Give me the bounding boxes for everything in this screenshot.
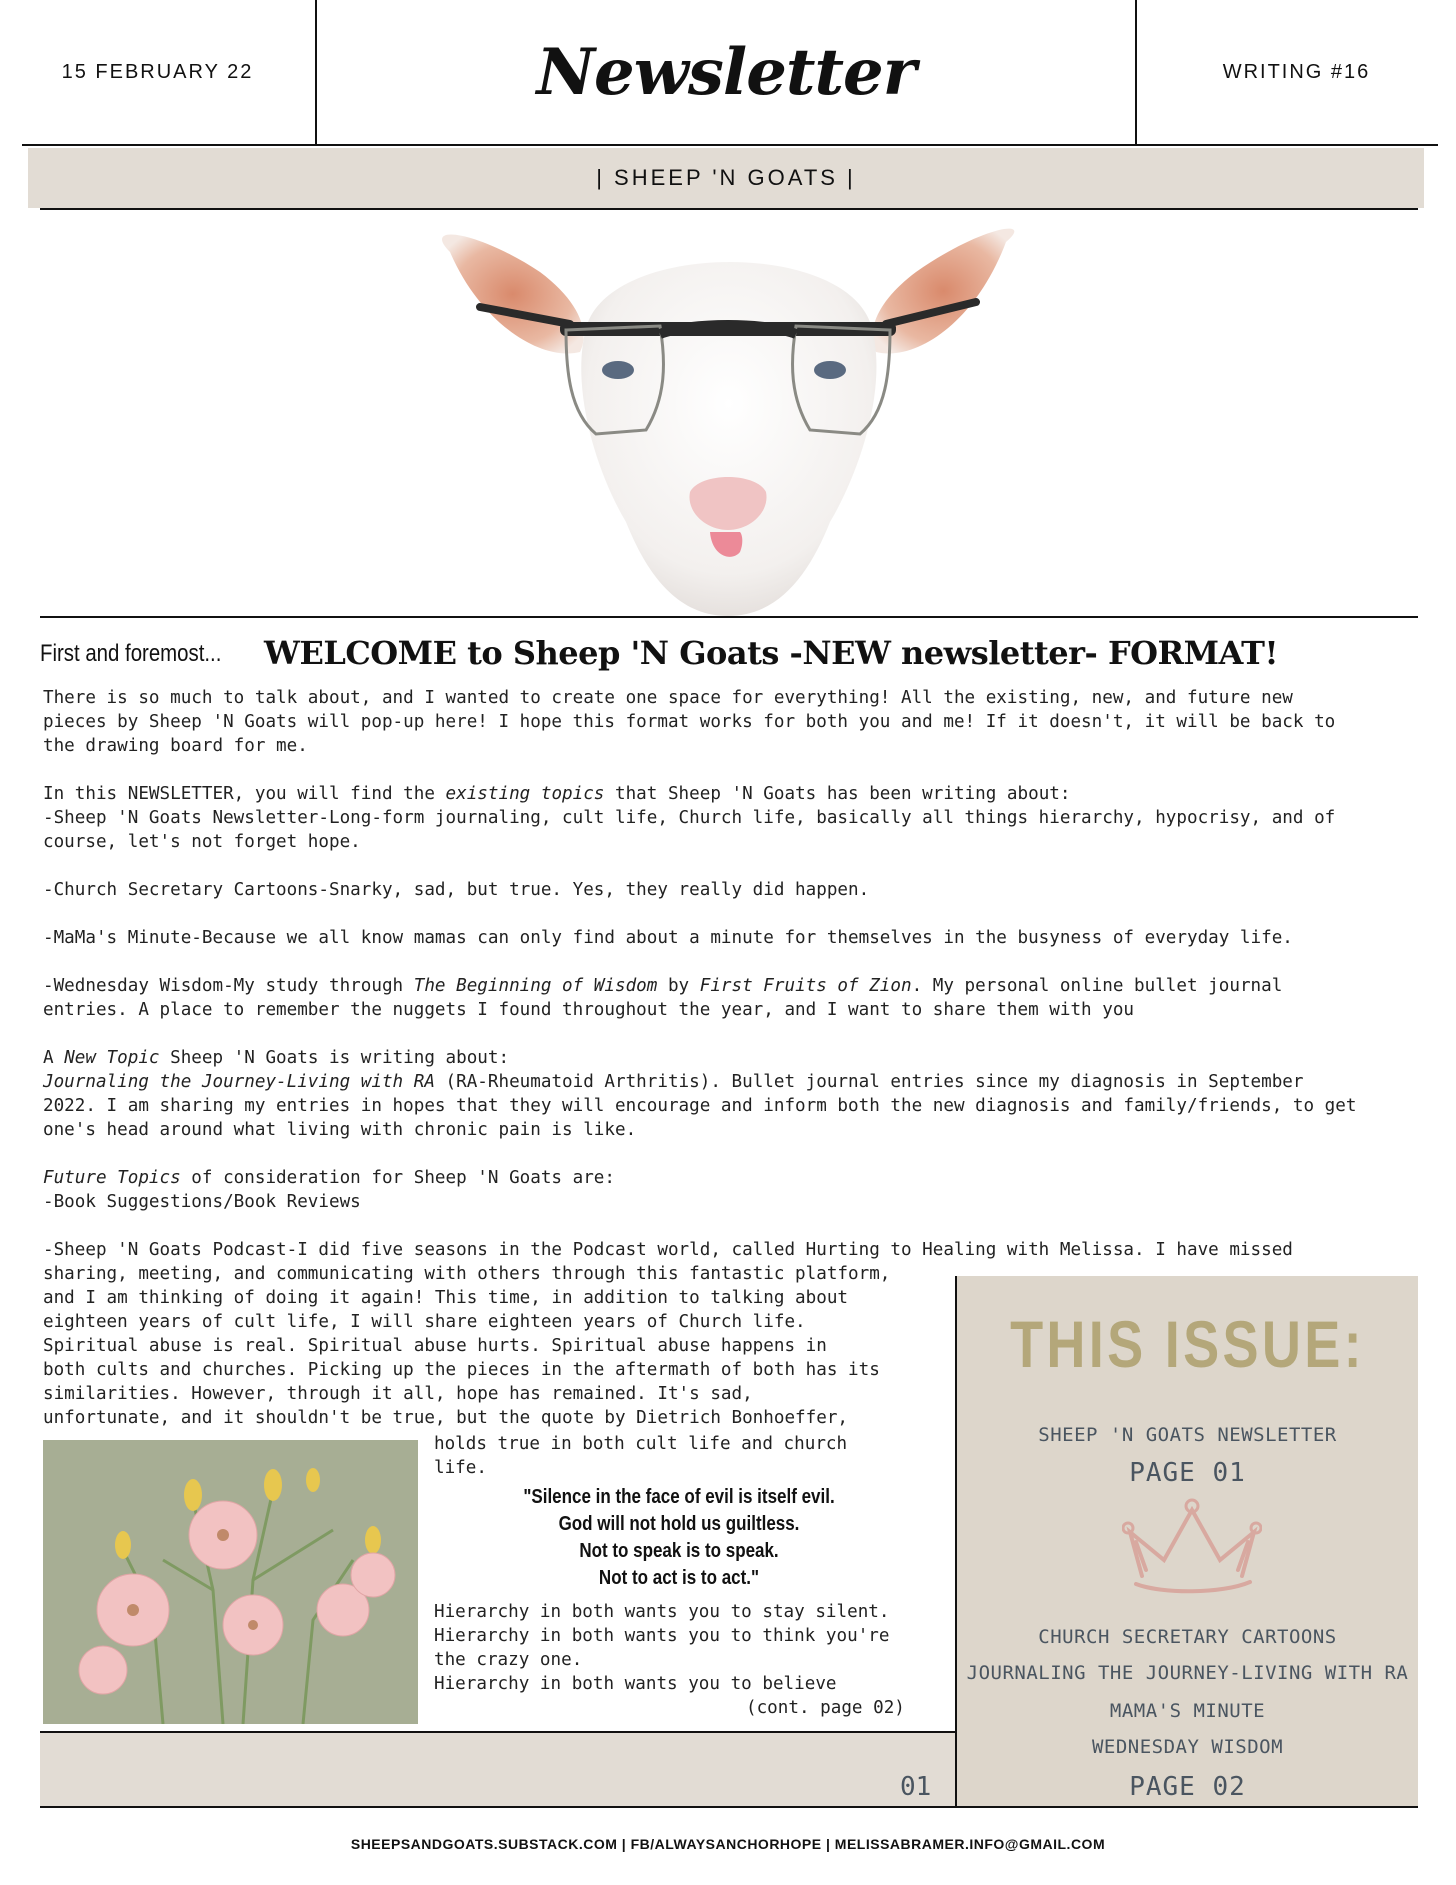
band-label: | SHEEP 'N GOATS | [596,165,856,190]
podcast-paragraph: sharing, meeting, and communicating with others through this fantastic platform, and I am thinking of doing it again! This time, in addition to talking about eighteen years of cult life, I will share eighteen years of Church life. Spiritual abuse is real. Spiritual abuse hurts. Spiritual abuse happens in both cults and churches. Picking up the pieces in the aftermath of both has its similarities. However, through it all, hope has remained. It's sad, unfortunate, and it shouldn't be true, but the quote by Dietrich Bonhoeffer, [43,1264,891,1428]
contact-footer[interactable]: SHEEPSANDGOATS.SUBSTACK.COM | FB/ALWAYSANCHORHOPE | MELISSABRAMER.INFO@GMAIL.COM [350,1836,1106,1852]
hierarchy-paragraph: Hierarchy in both wants you to stay silent. Hierarchy in both wants you to think you're the crazy one. Hierarchy in both wants you to believe [434,1602,890,1694]
goat-with-glasses-image [360,212,1096,616]
future-topics-paragraph: Future Topics of consideration for Sheep 'N Goats are: -Book Suggestions/Book Reviews [43,1168,615,1212]
intro-paragraph: There is so much to talk about, and I wanted to create one space for everything! All the existing, new, and future new pieces by Sheep 'N Goats will pop-up here! I hope this format works for both you and me! If it doesn't, it will be back to the drawing board for me. [43,688,1336,756]
church-secretary-paragraph: -Church Secretary Cartoons-Snarky, sad, but true. Yes, they really did happen. [43,880,870,900]
continued-note: (cont. page 02) [746,1698,905,1718]
issue-date [0,0,315,144]
issue-number [1137,0,1456,144]
issue-text: WRITING #16 [1222,60,1371,83]
welcome-headline: WELCOME to Sheep 'N Goats -NEW newsletter- FORMAT! [264,634,1278,672]
lead-in-text: First and foremost... [40,640,222,667]
existing-topics-paragraph: In this NEWSLETTER, you will find the existing topics that Sheep 'N Goats has been writing about: -Sheep 'N Goats Newsletter-Long-form journaling, cult life, Church life, basically all things hierarchy, hypocrisy, and of course, let's not forget hope. [43,784,1336,852]
wednesday-wisdom-paragraph: -Wednesday Wisdom-My study through The Beginning of Wisdom by First Fruits of Zion. My personal online bullet journal entries. A place to remember the nuggets I found throughout the year, and I want to share them with you [43,976,1283,1020]
newsletter-title [317,0,1135,144]
sidebar-title: THIS ISSUE: [1010,1307,1365,1381]
toc-item-newsletter[interactable]: SHEEP 'N GOATS NEWSLETTER [1038,1424,1337,1446]
hero-rule [40,616,1418,618]
podcast-paragraph-line1: -Sheep 'N Goats Podcast-I did five seasons in the Podcast world, called Hurting to Healing with Melissa. I have missed [43,1240,1293,1260]
bottom-rule [40,1806,1418,1808]
title-text: Newsletter [536,34,916,110]
toc-item-mamas-minute[interactable]: MAMA'S MINUTE [1109,1700,1266,1722]
page-footer-band [40,1733,955,1807]
toc-item-church-secretary[interactable]: CHURCH SECRETARY CARTOONS [1038,1626,1337,1648]
date-text: 15 FEBRUARY 22 [61,60,254,83]
sidebar-divider [955,1276,957,1806]
new-topic-paragraph: A New Topic Sheep 'N Goats is writing about: Journaling the Journey-Living with RA (RA-Rheumatoid Arthritis). Bullet journal entries since my diagnosis in September 2022. I am sharing my entries in hopes that they will encourage and inform both the new diagnosis and family/friends, to get one's head around what living with chronic pain is like. [43,1048,1357,1140]
section-band [28,148,1424,208]
bonhoeffer-quote: "Silence in the face of evil is itself evil. God will not hold us guiltless. Not to speak is to speak. Not to act is to act." [523,1486,835,1589]
page-number: 01 [900,1772,932,1802]
toc-page-02: PAGE 02 [1129,1772,1246,1802]
header-rule [22,144,1438,146]
band-rule [40,208,1418,210]
crown-icon [1122,1498,1262,1602]
toc-item-journaling[interactable]: JOURNALING THE JOURNEY-LIVING WITH RA [966,1662,1409,1684]
quote-intro-text: holds true in both cult life and church life. [434,1434,848,1478]
mamas-minute-paragraph: -MaMa's Minute-Because we all know mamas can only find about a minute for themselves in the busyness of everyday life. [43,928,1293,948]
toc-page-01: PAGE 01 [1129,1458,1246,1488]
flowers-image [43,1440,418,1724]
toc-item-wednesday-wisdom[interactable]: WEDNESDAY WISDOM [1091,1736,1284,1758]
